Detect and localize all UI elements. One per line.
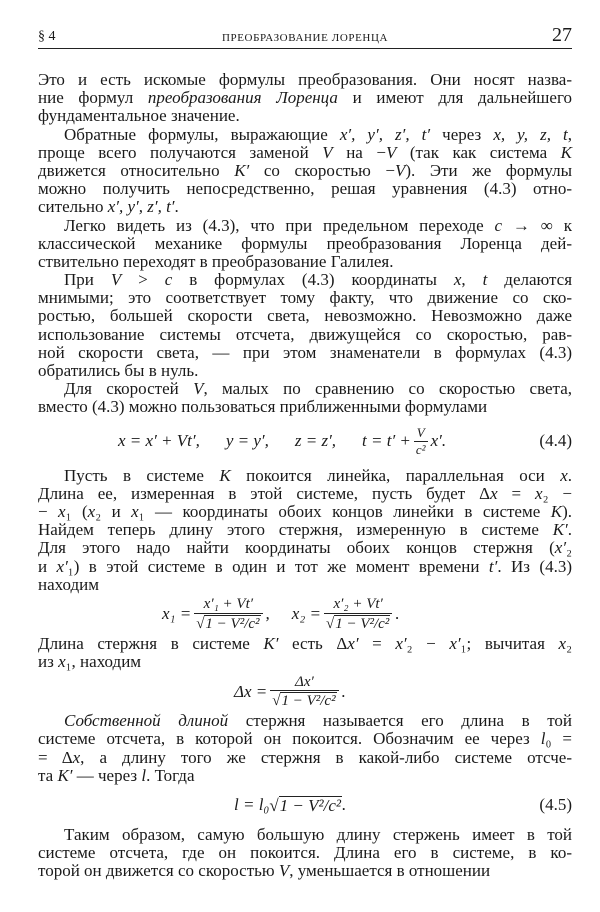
text-line (38, 271, 572, 289)
text-run: Пусть в системе (64, 465, 220, 485)
sqrt-icon: √ (269, 795, 279, 815)
radicand: 1 − V²/c² (279, 795, 341, 815)
math-or-emphasis: x′ (347, 633, 359, 653)
radicand: 1 − V²/c² (205, 615, 260, 632)
text-run: , а длину того же стержня в какой-либо системе отсче- (80, 747, 572, 767)
equation-4-4 (38, 417, 572, 467)
text-run: есть Δ (278, 633, 348, 653)
text-run: делаются (487, 270, 573, 290)
math-or-emphasis: x (560, 465, 568, 485)
text-line (38, 380, 572, 398)
text-line (38, 307, 572, 325)
equation-label: (4.5) (539, 795, 572, 815)
text-line (38, 485, 572, 503)
text-run: движется относительно (38, 160, 235, 180)
text-run: Длина ее, измеренная в этой системе, пусть будет Δ (38, 483, 491, 503)
math-or-emphasis: V (193, 379, 204, 399)
numerator: x′₁ + Vt′ (203, 596, 254, 613)
text-run: в формулах (4.3) координаты (172, 270, 454, 290)
eq-part: , (265, 604, 270, 624)
text-run: . (174, 197, 179, 217)
text-line (38, 539, 572, 557)
text-run: использование системы отсчета, движущейся со скоростью, рав- (38, 324, 572, 344)
paragraph (38, 635, 572, 671)
text-run: > (121, 270, 165, 290)
text-run: ₁) в этой системе в один и тот же момент времени (67, 556, 489, 576)
text-run: ние формул (38, 88, 148, 108)
text-run: из (38, 652, 59, 672)
text-line (38, 144, 572, 162)
radicand: 1 − V²/c² (335, 615, 390, 632)
page-body (38, 71, 572, 881)
text-run: Найдем теперь длину этого стержня, измеренную в системе (38, 520, 553, 540)
text-run: , (461, 270, 483, 290)
text-line (38, 344, 572, 362)
running-title: ПРЕОБРАЗОВАНИЕ ЛОРЕНЦА (221, 32, 389, 44)
text-run: сительно (38, 197, 108, 217)
text-run: . Из (4.3) (497, 556, 572, 576)
math-or-emphasis: x′, y′, z′, t′ (339, 124, 431, 144)
fraction (324, 596, 392, 632)
text-line (38, 326, 572, 344)
eq-part: y = y′, (225, 431, 269, 451)
text-line (38, 71, 572, 89)
text-run: → ∞ к (502, 215, 572, 235)
text-line (38, 126, 572, 144)
text-line (38, 503, 572, 521)
math-or-emphasis: t (482, 270, 488, 290)
sqrt-icon: √ (196, 615, 205, 632)
text-run: находим (38, 574, 100, 594)
text-line (38, 521, 572, 539)
text-run: можно получить непосредственно, решая уравнения (4.3) отно- (38, 179, 572, 199)
math-or-emphasis: K′ (263, 633, 279, 653)
equation-4-5 (38, 785, 572, 826)
text-run: , малых по сравнению со скоростью света, (203, 379, 572, 399)
fraction (270, 674, 338, 710)
equation-delta-x (38, 671, 572, 712)
text-line (38, 749, 572, 767)
text-run: обратились бы в нуль. (38, 361, 199, 380)
text-run: фундаментальное значение. (38, 106, 240, 126)
math-or-emphasis: преобразования Лоренца (147, 88, 338, 108)
text-run: проще всего получаются заменой (38, 142, 323, 162)
text-run: ₁ ( (65, 501, 88, 521)
paragraph (38, 271, 572, 380)
eq-part: x′. (430, 431, 447, 451)
text-run: системе отсчета, в которой он покоится. Обозначим ее через (38, 729, 541, 749)
text-run: ₂ − (406, 633, 450, 653)
math-or-emphasis: x (87, 501, 96, 521)
math-or-emphasis: x′, y′, z′, t′ (107, 197, 175, 217)
text-run: Длина стержня в системе (38, 633, 264, 653)
text-run: ₁ — координаты обоих концов линейки в системе (138, 501, 551, 521)
text-run: и имеют для дальнейшего (337, 88, 572, 108)
math-or-emphasis: c (164, 270, 173, 290)
eq-part: . (341, 681, 346, 701)
denominator (270, 690, 338, 710)
text-run: , уменьшается в отношении (289, 861, 491, 881)
text-run: , (567, 124, 572, 144)
text-line (38, 162, 572, 180)
text-run: ствительно переходят в преобразование Галилея. (38, 251, 394, 271)
sqrt-icon: √ (325, 615, 335, 632)
text-run: та (38, 765, 58, 785)
text-run: Это и есть искомые формулы преобразования. Они носят назва- (38, 70, 572, 89)
text-run: ₀ = (545, 729, 573, 749)
text-run: торой он движется со скоростью (38, 861, 279, 881)
text-line (38, 576, 572, 594)
equation-x1-x2 (38, 594, 572, 635)
math-or-emphasis: x′ (56, 556, 68, 576)
text-line (38, 253, 572, 271)
text-line (38, 398, 572, 416)
paragraph (38, 826, 572, 881)
text-line (38, 467, 572, 485)
text-run: = (358, 633, 396, 653)
text-run: ростью, большей скорости света, невозможно. Невозможно даже (38, 306, 572, 326)
text-line (38, 730, 572, 748)
text-run: Легко видеть из (4.3), что при предельном переходе (64, 215, 495, 235)
eq-part: x₁ = (162, 604, 192, 624)
running-header (38, 26, 572, 49)
text-run: Таким образом, самую большую длину стержень имеет в той (64, 825, 572, 844)
text-run: системе отсчета, где он покоится. Длина его в системе, в ко- (38, 843, 572, 863)
text-run: ₁; вычитая (460, 633, 559, 653)
denominator (324, 613, 392, 633)
math-or-emphasis: Собственной длиной (64, 711, 229, 731)
eq-part: . (395, 604, 400, 624)
text-run: ₁, находим (65, 652, 142, 672)
text-line (38, 826, 572, 844)
eq-part: z = z′, (294, 431, 337, 451)
fraction (414, 426, 428, 457)
numerator: Δx′ (295, 673, 314, 690)
math-or-emphasis: V (394, 160, 406, 180)
text-run: Для этого надо найти координаты обоих концов стержня ( (38, 538, 555, 558)
section-number: § 4 (38, 29, 56, 44)
math-or-emphasis: l (540, 729, 546, 749)
math-or-emphasis: V (322, 142, 333, 162)
sqrt-icon: √ (272, 693, 281, 710)
page-number: 27 (552, 24, 572, 46)
text-run: вместо (4.3) можно пользоваться приближенными формулами (38, 397, 488, 417)
math-or-emphasis: x (72, 747, 81, 767)
math-or-emphasis: x (535, 483, 543, 503)
math-or-emphasis: x (558, 633, 567, 653)
text-run: ₂ − (542, 483, 573, 503)
text-run: При (64, 270, 111, 290)
text-run: покоится линейка, параллельная оси (230, 465, 561, 485)
text-run: ₂ и (95, 501, 132, 521)
eq-part: l = l₀ (234, 795, 270, 815)
text-run: . (567, 465, 573, 485)
text-run: и (38, 556, 57, 576)
text-run: ₂ (566, 538, 572, 558)
radicand: 1 − V²/c² (281, 693, 336, 710)
math-or-emphasis: x (58, 652, 66, 672)
eq-part: Δx = (234, 681, 268, 701)
paragraph (38, 71, 572, 126)
paragraph (38, 126, 572, 217)
math-or-emphasis: l (141, 765, 147, 785)
text-line (38, 235, 572, 253)
text-run: на − (332, 142, 386, 162)
fraction (194, 596, 262, 632)
math-or-emphasis: V (110, 270, 122, 290)
text-run: ной скорости света, — при этом знаменатели в формулах (4.3) (38, 342, 572, 362)
text-line (38, 107, 572, 125)
eq-part: x₂ = (291, 604, 321, 624)
text-line (38, 89, 572, 107)
math-or-emphasis: x′ (554, 538, 567, 558)
denominator (194, 613, 262, 633)
text-run: ). (562, 501, 572, 521)
math-or-emphasis: K (560, 142, 572, 162)
text-line (38, 767, 572, 785)
text-line (38, 289, 572, 307)
text-run: Обратные формулы, выражающие (64, 124, 340, 144)
text-run: (так как система (396, 142, 561, 162)
paragraph (38, 380, 572, 416)
text-run: Для скоростей (64, 379, 194, 399)
math-or-emphasis: x (58, 501, 66, 521)
eq-part: x = x′ + Vt′, (118, 431, 200, 451)
equation-label: (4.4) (539, 431, 572, 451)
text-run: = (497, 483, 536, 503)
text-run: . Тогда (146, 765, 195, 785)
text-line (38, 180, 572, 198)
math-or-emphasis: x′ (395, 633, 407, 653)
math-or-emphasis: K′ (57, 765, 73, 785)
math-or-emphasis: x (131, 501, 139, 521)
text-line (38, 198, 572, 216)
text-run: мнимыми; это соответствует тому факту, что движение со ско- (38, 288, 572, 308)
paragraph (38, 217, 572, 272)
text-line (38, 635, 572, 653)
math-or-emphasis: x′ (449, 633, 461, 653)
eq-part: t = t′ + (362, 431, 411, 451)
math-or-emphasis: K (550, 501, 563, 521)
math-or-emphasis: x (453, 270, 462, 290)
math-or-emphasis: t′ (488, 556, 498, 576)
text-line (38, 217, 572, 235)
text-run: классической механике формулы преобразования Лоренца дей- (38, 233, 572, 253)
numerator: x′₂ + Vt′ (333, 596, 383, 613)
math-or-emphasis: K′ (552, 520, 568, 540)
text-run: через (430, 124, 494, 144)
math-or-emphasis: c (494, 215, 503, 235)
math-or-emphasis: K (219, 465, 231, 485)
math-or-emphasis: V (385, 142, 397, 162)
text-run: ). Эти же формулы (405, 160, 572, 180)
text-run: = Δ (38, 747, 73, 767)
eq-part: . (342, 795, 347, 815)
square-root (269, 796, 342, 815)
text-line (38, 653, 572, 671)
math-or-emphasis: K′ (234, 160, 250, 180)
text-line (38, 558, 572, 576)
text-line (38, 844, 572, 862)
text-line (38, 362, 572, 380)
math-or-emphasis: x, y, z, t (493, 124, 568, 144)
text-run: — через (72, 765, 142, 785)
text-run: стержня называется его длина в той (228, 711, 572, 731)
math-or-emphasis: x (490, 483, 498, 503)
text-run: . (567, 520, 572, 540)
denominator: c² (415, 441, 426, 457)
numerator: V (416, 425, 425, 441)
text-line (38, 862, 572, 880)
text-run: со скоростью − (249, 160, 395, 180)
paragraph (38, 467, 572, 594)
text-line (38, 712, 572, 730)
math-or-emphasis: V (278, 861, 290, 881)
text-run: − (38, 501, 59, 521)
paragraph (38, 712, 572, 785)
text-run: ₂ (566, 633, 573, 653)
